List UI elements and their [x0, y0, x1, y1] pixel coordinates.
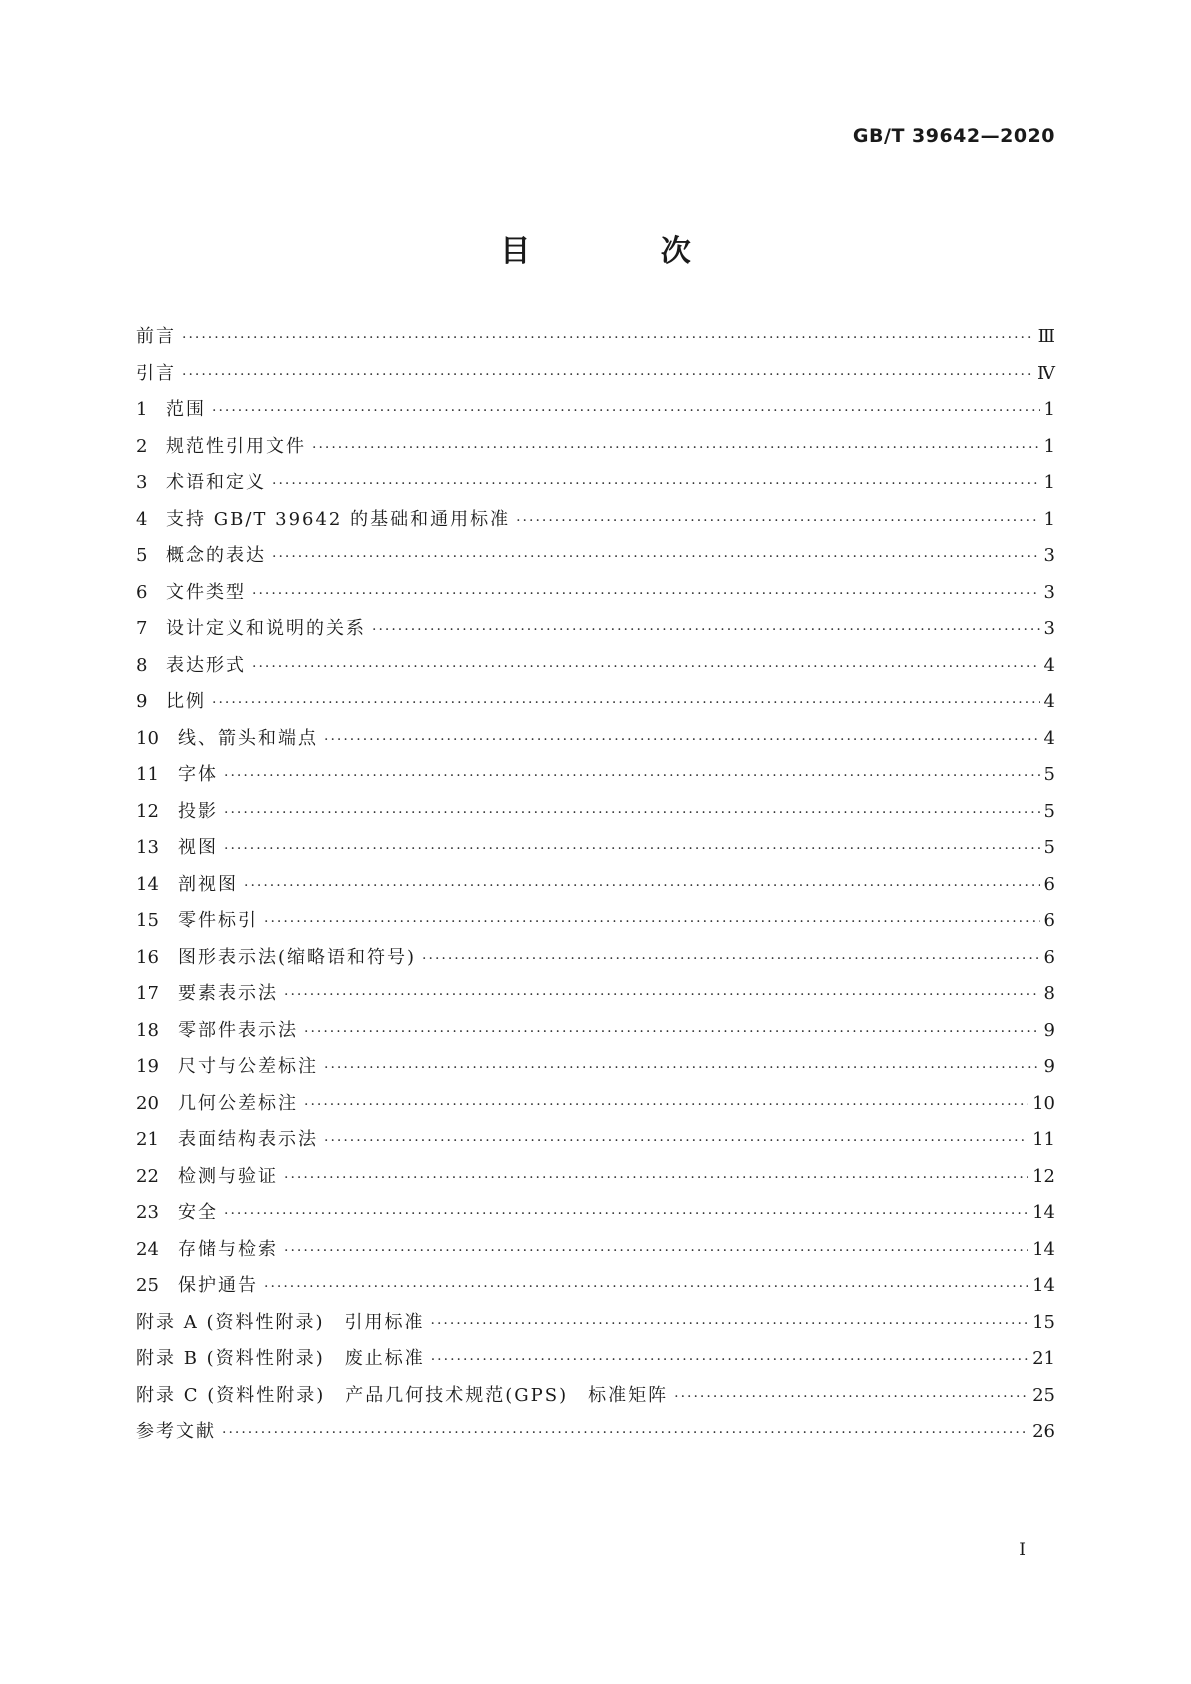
- toc-entry[interactable]: [136, 505, 1055, 542]
- toc-entry-label: 存储与检索: [178, 1238, 278, 1260]
- toc-entry[interactable]: [136, 1417, 1055, 1454]
- toc-leader-dots: [182, 330, 1034, 346]
- toc-entry-label: 剖视图: [178, 873, 238, 895]
- toc-entry-page: 1: [1043, 435, 1055, 457]
- toc-entry-page: 5: [1043, 837, 1055, 858]
- toc-entry-page: 4: [1043, 727, 1055, 749]
- toc-entry[interactable]: [136, 1381, 1055, 1418]
- toc-entry-page: 14: [1032, 1202, 1055, 1223]
- toc-entry-page: 5: [1043, 764, 1055, 785]
- toc-entry[interactable]: [136, 1308, 1055, 1345]
- toc-entry-label: 检测与验证: [178, 1165, 278, 1187]
- toc-entry-number: 21: [136, 1129, 159, 1150]
- toc-leader-dots: [304, 1097, 1028, 1113]
- toc-leader-dots: [324, 732, 1040, 748]
- toc-entry-number: 2: [136, 435, 148, 457]
- toc-entry-number: 7: [136, 618, 148, 639]
- toc-leader-dots: [372, 622, 1040, 638]
- toc-leader-dots: [284, 1243, 1028, 1259]
- toc-entry-label: 支持 GB/T 39642 的基础和通用标准: [166, 508, 511, 530]
- page-number: I: [1019, 1540, 1026, 1560]
- table-of-contents: [136, 322, 1055, 1454]
- toc-entry-page: 9: [1043, 1019, 1055, 1041]
- toc-entry-number: 4: [136, 508, 148, 530]
- toc-entry-page: 11: [1032, 1129, 1055, 1150]
- toc-entry[interactable]: [136, 1052, 1055, 1089]
- toc-leader-dots: [264, 914, 1040, 930]
- toc-entry-number: 14: [136, 873, 159, 895]
- toc-entry[interactable]: [136, 870, 1055, 907]
- toc-entry-label: 字体: [178, 764, 218, 785]
- toc-entry[interactable]: [136, 1016, 1055, 1053]
- toc-entry-number: 23: [136, 1202, 159, 1223]
- toc-leader-dots: [431, 1352, 1028, 1368]
- toc-entry-page: 3: [1043, 545, 1055, 566]
- toc-entry[interactable]: [136, 359, 1055, 396]
- toc-entry[interactable]: [136, 833, 1055, 870]
- toc-entry[interactable]: [136, 1089, 1055, 1126]
- toc-leader-dots: [212, 695, 1040, 711]
- toc-entry-number: 18: [136, 1019, 159, 1041]
- toc-title: 目 次: [500, 234, 751, 269]
- toc-entry-page: 6: [1043, 873, 1055, 895]
- toc-leader-dots: [516, 513, 1039, 529]
- toc-entry-number: 10: [136, 727, 159, 749]
- toc-entry-label: 附录 B (资料性附录) 废止标准: [136, 1348, 425, 1369]
- toc-entry-page: 25: [1032, 1384, 1055, 1406]
- toc-entry-label: 术语和定义: [166, 472, 266, 493]
- toc-entry-number: 16: [136, 946, 159, 968]
- toc-entry-page: 1: [1043, 508, 1055, 530]
- toc-entry[interactable]: [136, 395, 1055, 432]
- toc-entry-label: 引言: [136, 362, 176, 384]
- toc-leader-dots: [304, 1024, 1040, 1040]
- toc-entry-label: 几何公差标注: [178, 1092, 298, 1114]
- toc-leader-dots: [324, 1133, 1028, 1149]
- toc-entry-label: 尺寸与公差标注: [178, 1056, 318, 1077]
- toc-entry-label: 线、箭头和端点: [178, 727, 318, 749]
- toc-leader-dots: [224, 1206, 1028, 1222]
- toc-entry-label: 比例: [166, 691, 206, 712]
- toc-leader-dots: [224, 768, 1040, 784]
- toc-entry[interactable]: [136, 1125, 1055, 1162]
- toc-entry-number: 13: [136, 837, 159, 858]
- toc-entry-number: 22: [136, 1165, 159, 1187]
- toc-entry-number: 20: [136, 1092, 159, 1114]
- toc-leader-dots: [252, 586, 1040, 602]
- toc-entry[interactable]: [136, 797, 1055, 834]
- toc-entry-number: 12: [136, 800, 159, 822]
- toc-entry-label: 安全: [178, 1202, 218, 1223]
- toc-leader-dots: [284, 987, 1040, 1003]
- toc-entry-label: 设计定义和说明的关系: [166, 618, 366, 639]
- toc-entry-label: 零件标引: [178, 910, 258, 931]
- toc-entry-label: 表达形式: [166, 654, 246, 676]
- toc-entry-page: 14: [1032, 1238, 1055, 1260]
- toc-entry-page: 26: [1032, 1421, 1055, 1442]
- toc-leader-dots: [252, 659, 1040, 675]
- toc-entry[interactable]: [136, 979, 1055, 1016]
- toc-leader-dots: [272, 549, 1040, 565]
- toc-entry-page: 5: [1043, 800, 1055, 822]
- toc-entry-page: 4: [1043, 654, 1055, 676]
- toc-leader-dots: [272, 476, 1040, 492]
- toc-entry-page: Ⅲ: [1037, 326, 1055, 347]
- toc-entry[interactable]: [136, 906, 1055, 943]
- toc-entry[interactable]: [136, 651, 1055, 688]
- toc-leader-dots: [284, 1170, 1028, 1186]
- toc-entry-number: 5: [136, 545, 148, 566]
- toc-entry[interactable]: [136, 1271, 1055, 1308]
- toc-entry-label: 保护通告: [178, 1275, 258, 1296]
- toc-entry-label: 文件类型: [166, 581, 246, 603]
- toc-leader-dots: [244, 878, 1040, 894]
- standard-number: GB/T 39642—2020: [852, 125, 1055, 147]
- toc-entry[interactable]: [136, 687, 1055, 724]
- toc-leader-dots: [324, 1060, 1040, 1076]
- toc-entry-page: 6: [1043, 910, 1055, 931]
- toc-entry-label: 范围: [166, 399, 206, 420]
- toc-entry-page: 14: [1032, 1275, 1055, 1296]
- toc-entry[interactable]: [136, 1162, 1055, 1199]
- toc-entry-page: 1: [1043, 472, 1055, 493]
- toc-entry-number: 17: [136, 983, 159, 1004]
- toc-entry-page: 9: [1043, 1056, 1055, 1077]
- toc-entry-page: 21: [1032, 1348, 1055, 1369]
- toc-leader-dots: [224, 805, 1040, 821]
- toc-leader-dots: [264, 1279, 1028, 1295]
- toc-entry-number: 3: [136, 472, 148, 493]
- toc-leader-dots: [212, 403, 1040, 419]
- toc-entry-page: 8: [1043, 983, 1055, 1004]
- toc-entry-page: 4: [1043, 691, 1055, 712]
- toc-entry-label: 附录 C (资料性附录) 产品几何技术规范(GPS) 标准矩阵: [136, 1384, 669, 1406]
- toc-entry-label: 零部件表示法: [178, 1019, 298, 1041]
- toc-entry[interactable]: [136, 432, 1055, 469]
- toc-entry[interactable]: [136, 1235, 1055, 1272]
- toc-entry-number: 11: [136, 764, 159, 785]
- toc-entry-label: 要素表示法: [178, 983, 278, 1004]
- toc-entry-page: 3: [1043, 618, 1055, 639]
- toc-entry-label: 规范性引用文件: [166, 435, 306, 457]
- toc-entry-page: 12: [1032, 1165, 1055, 1187]
- toc-entry-label: 图形表示法(缩略语和符号): [178, 946, 417, 968]
- toc-entry[interactable]: [136, 1344, 1055, 1381]
- toc-entry-page: 1: [1043, 399, 1055, 420]
- toc-entry-label: 视图: [178, 837, 218, 858]
- toc-entry[interactable]: [136, 760, 1055, 797]
- toc-entry-label: 表面结构表示法: [178, 1129, 318, 1150]
- toc-entry-number: 6: [136, 581, 148, 603]
- toc-entry[interactable]: [136, 468, 1055, 505]
- toc-entry-page: 6: [1043, 946, 1055, 968]
- toc-entry-page: 3: [1043, 581, 1055, 603]
- toc-leader-dots: [224, 841, 1040, 857]
- toc-entry-label: 附录 A (资料性附录) 引用标准: [136, 1311, 425, 1333]
- toc-entry-page: 10: [1032, 1092, 1055, 1114]
- toc-entry[interactable]: [136, 578, 1055, 615]
- toc-leader-dots: [674, 1389, 1028, 1405]
- toc-entry-number: 19: [136, 1056, 159, 1077]
- toc-entry-label: 参考文献: [136, 1421, 216, 1442]
- toc-entry[interactable]: [136, 322, 1055, 359]
- toc-entry-number: 25: [136, 1275, 159, 1296]
- toc-entry[interactable]: [136, 724, 1055, 761]
- toc-leader-dots: [182, 367, 1033, 383]
- toc-entry-label: 投影: [178, 800, 218, 822]
- toc-leader-dots: [422, 951, 1040, 967]
- toc-entry[interactable]: [136, 614, 1055, 651]
- toc-entry-number: 9: [136, 691, 148, 712]
- toc-entry-number: 24: [136, 1238, 159, 1260]
- toc-entry[interactable]: [136, 541, 1055, 578]
- toc-entry-label: 前言: [136, 326, 176, 347]
- toc-entry-page: Ⅳ: [1037, 362, 1055, 384]
- toc-entry[interactable]: [136, 943, 1055, 980]
- toc-entry-number: 15: [136, 910, 159, 931]
- toc-entry-number: 8: [136, 654, 148, 676]
- toc-leader-dots: [222, 1425, 1028, 1441]
- toc-entry-number: 1: [136, 399, 148, 420]
- toc-leader-dots: [312, 440, 1040, 456]
- toc-leader-dots: [431, 1316, 1029, 1332]
- toc-entry-label: 概念的表达: [166, 545, 266, 566]
- toc-entry-page: 15: [1032, 1311, 1055, 1333]
- toc-entry[interactable]: [136, 1198, 1055, 1235]
